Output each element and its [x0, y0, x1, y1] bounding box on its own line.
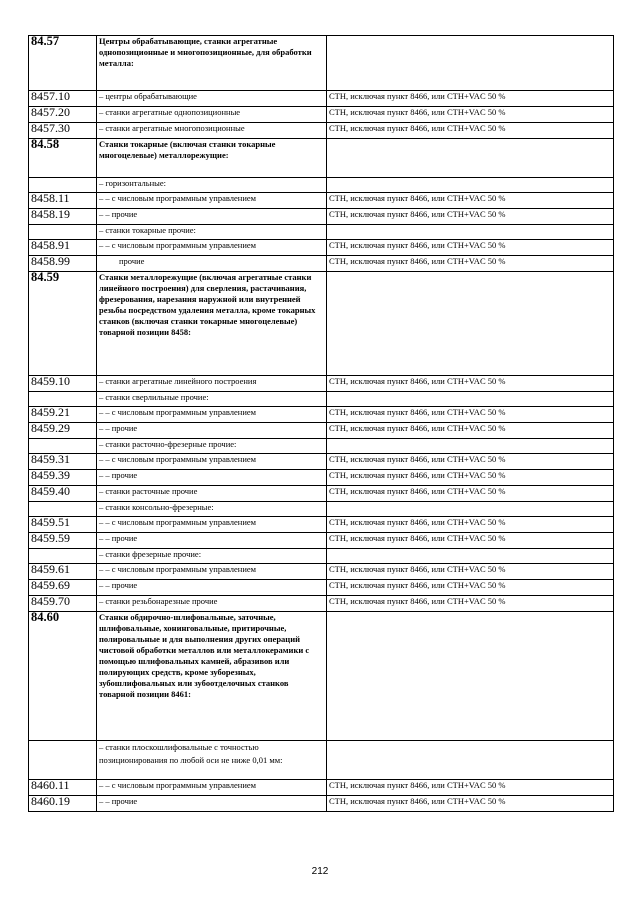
- table-row: [29, 178, 614, 193]
- rule-cell: [327, 741, 614, 780]
- table-row: [29, 392, 614, 407]
- table-row: [29, 517, 614, 533]
- hs-code-cell: 8458.19: [29, 209, 97, 225]
- table-body: [29, 36, 614, 812]
- hs-code-cell: 8459.10: [29, 376, 97, 392]
- table-row: [29, 256, 614, 272]
- rule-cell: СТН, исключая пункт 8466, или СТН+VAC 50 %: [327, 533, 614, 549]
- rule-cell: [327, 139, 614, 178]
- table-row: [29, 454, 614, 470]
- rule-cell: СТН, исключая пункт 8466, или СТН+VAC 50 %: [327, 240, 614, 256]
- description-cell: – – прочие: [97, 209, 327, 225]
- table-row: [29, 502, 614, 517]
- hs-code-cell: 84.57: [29, 36, 97, 91]
- hs-code-cell: 8459.51: [29, 517, 97, 533]
- hs-code-cell: 8458.99: [29, 256, 97, 272]
- description-cell: – – прочие: [97, 796, 327, 812]
- hs-code-cell: 8459.69: [29, 580, 97, 596]
- hs-code-cell: 8460.11: [29, 780, 97, 796]
- hs-code-cell: 8457.10: [29, 91, 97, 107]
- table-row: [29, 549, 614, 564]
- description-cell: – – с числовым программным управлением: [97, 407, 327, 423]
- description-cell: – – с числовым программным управлением: [97, 454, 327, 470]
- table-row: [29, 376, 614, 392]
- description-cell: – – с числовым программным управлением: [97, 193, 327, 209]
- table-row: [29, 139, 614, 178]
- table-row: [29, 91, 614, 107]
- table-row: [29, 123, 614, 139]
- hs-code-cell: 84.59: [29, 272, 97, 376]
- hs-code-cell: 84.58: [29, 139, 97, 178]
- rule-cell: СТН, исключая пункт 8466, или СТН+VAC 50 %: [327, 580, 614, 596]
- rule-cell: СТН, исключая пункт 8466, или СТН+VAC 50 %: [327, 91, 614, 107]
- rule-cell: СТН, исключая пункт 8466, или СТН+VAC 50 %: [327, 454, 614, 470]
- description-cell: – горизонтальные:: [97, 178, 327, 193]
- hs-code-cell: 8458.11: [29, 193, 97, 209]
- table-row: [29, 225, 614, 240]
- description-cell: – – с числовым программным управлением: [97, 780, 327, 796]
- table-row: [29, 193, 614, 209]
- hs-code-cell: [29, 741, 97, 780]
- table-row: [29, 36, 614, 91]
- table-row: [29, 209, 614, 225]
- description-cell: – – с числовым программным управлением: [97, 517, 327, 533]
- description-cell: – станки агрегатные линейного построения: [97, 376, 327, 392]
- rule-cell: СТН, исключая пункт 8466, или СТН+VAC 50 %: [327, 780, 614, 796]
- table-row: [29, 272, 614, 376]
- description-cell: – – с числовым программным управлением: [97, 564, 327, 580]
- hs-code-cell: 84.60: [29, 612, 97, 741]
- rule-cell: СТН, исключая пункт 8466, или СТН+VAC 50 %: [327, 407, 614, 423]
- description-cell: Станки токарные (включая станки токарные многоцелевые) металлорежущие:: [97, 139, 327, 178]
- rule-cell: [327, 439, 614, 454]
- rule-cell: [327, 392, 614, 407]
- hs-code-cell: 8459.21: [29, 407, 97, 423]
- page-number: 212: [311, 866, 329, 877]
- hs-code-cell: 8459.59: [29, 533, 97, 549]
- description-cell: Станки металлорежущие (включая агрегатные станки линейного построения) для сверления, растачивания, фрезерования, нарезания наружной или внутренней резьбы посредством удаления металла, кроме токарных станков (включая станки токарные многоцелевые) товарной позиции 8458:: [97, 272, 327, 376]
- rule-cell: [327, 36, 614, 91]
- hs-code-cell: 8459.61: [29, 564, 97, 580]
- hs-code-cell: 8457.30: [29, 123, 97, 139]
- hs-code-cell: 8459.39: [29, 470, 97, 486]
- rule-cell: СТН, исключая пункт 8466, или СТН+VAC 50 %: [327, 596, 614, 612]
- hs-code-cell: 8458.91: [29, 240, 97, 256]
- rule-cell: СТН, исключая пункт 8466, или СТН+VAC 50 %: [327, 107, 614, 123]
- table-row: [29, 580, 614, 596]
- description-cell: Центры обрабатывающие, станки агрегатные однопозиционные и многопозиционные, для обработки металла:: [97, 36, 327, 91]
- description-cell: – – прочие: [97, 470, 327, 486]
- rule-cell: СТН, исключая пункт 8466, или СТН+VAC 50 %: [327, 470, 614, 486]
- description-cell: – станки расточные прочие: [97, 486, 327, 502]
- table-row: [29, 612, 614, 741]
- hs-code-cell: 8457.20: [29, 107, 97, 123]
- description-cell: – станки плоскошлифовальные с точностью позиционирования по любой оси не ниже 0,01 мм:: [97, 741, 327, 780]
- rule-cell: [327, 225, 614, 240]
- table-row: [29, 796, 614, 812]
- description-cell: Станки обдирочно-шлифовальные, заточные, шлифовальные, хонинговальные, притирочные, полировальные и для выполнения других операций чистовой обработки металлов или металлокерамики с помощью шлифовальных камней, абразивов или полирующих средств, кроме зуборезных, зубошлифовальных или зубоотделочных станков товарной позиции 8461:: [97, 612, 327, 741]
- description-cell: – – прочие: [97, 580, 327, 596]
- rule-cell: [327, 502, 614, 517]
- table-row: [29, 596, 614, 612]
- hs-code-cell: 8459.31: [29, 454, 97, 470]
- rule-cell: СТН, исключая пункт 8466, или СТН+VAC 50 %: [327, 517, 614, 533]
- table-row: [29, 470, 614, 486]
- hs-code-cell: 8459.29: [29, 423, 97, 439]
- rule-cell: СТН, исключая пункт 8466, или СТН+VAC 50 %: [327, 256, 614, 272]
- description-cell: – центры обрабатывающие: [97, 91, 327, 107]
- description-cell: прочие: [97, 256, 327, 272]
- rule-cell: СТН, исключая пункт 8466, или СТН+VAC 50 %: [327, 564, 614, 580]
- table-row: [29, 533, 614, 549]
- description-cell: – – с числовым программным управлением: [97, 240, 327, 256]
- description-cell: – станки агрегатные однопозиционные: [97, 107, 327, 123]
- rule-cell: [327, 549, 614, 564]
- rule-cell: [327, 612, 614, 741]
- table-row: [29, 780, 614, 796]
- table-row: [29, 407, 614, 423]
- rule-cell: СТН, исключая пункт 8466, или СТН+VAC 50 %: [327, 796, 614, 812]
- description-cell: – станки токарные прочие:: [97, 225, 327, 240]
- hs-code-cell: 8460.19: [29, 796, 97, 812]
- hs-code-cell: 8459.70: [29, 596, 97, 612]
- hs-code-cell: 8459.40: [29, 486, 97, 502]
- description-cell: – станки сверлильные прочие:: [97, 392, 327, 407]
- rule-cell: [327, 178, 614, 193]
- rule-cell: СТН, исключая пункт 8466, или СТН+VAC 50 %: [327, 423, 614, 439]
- description-cell: – станки резьбонарезные прочие: [97, 596, 327, 612]
- table-row: [29, 423, 614, 439]
- table-row: [29, 107, 614, 123]
- table-row: [29, 741, 614, 780]
- table-row: [29, 564, 614, 580]
- rule-cell: СТН, исключая пункт 8466, или СТН+VAC 50 %: [327, 486, 614, 502]
- rule-cell: СТН, исключая пункт 8466, или СТН+VAC 50 %: [327, 376, 614, 392]
- description-cell: – станки агрегатные многопозиционные: [97, 123, 327, 139]
- description-cell: – станки расточно-фрезерные прочие:: [97, 439, 327, 454]
- rule-cell: [327, 272, 614, 376]
- rules-of-origin-table: [28, 35, 614, 812]
- description-cell: – станки фрезерные прочие:: [97, 549, 327, 564]
- description-cell: – станки консольно-фрезерные:: [97, 502, 327, 517]
- table-row: [29, 486, 614, 502]
- table-row: [29, 439, 614, 454]
- description-cell: – – прочие: [97, 423, 327, 439]
- description-cell: – – прочие: [97, 533, 327, 549]
- rule-cell: СТН, исключая пункт 8466, или СТН+VAC 50 %: [327, 209, 614, 225]
- rule-cell: СТН, исключая пункт 8466, или СТН+VAC 50 %: [327, 193, 614, 209]
- rule-cell: СТН, исключая пункт 8466, или СТН+VAC 50 %: [327, 123, 614, 139]
- table-row: [29, 240, 614, 256]
